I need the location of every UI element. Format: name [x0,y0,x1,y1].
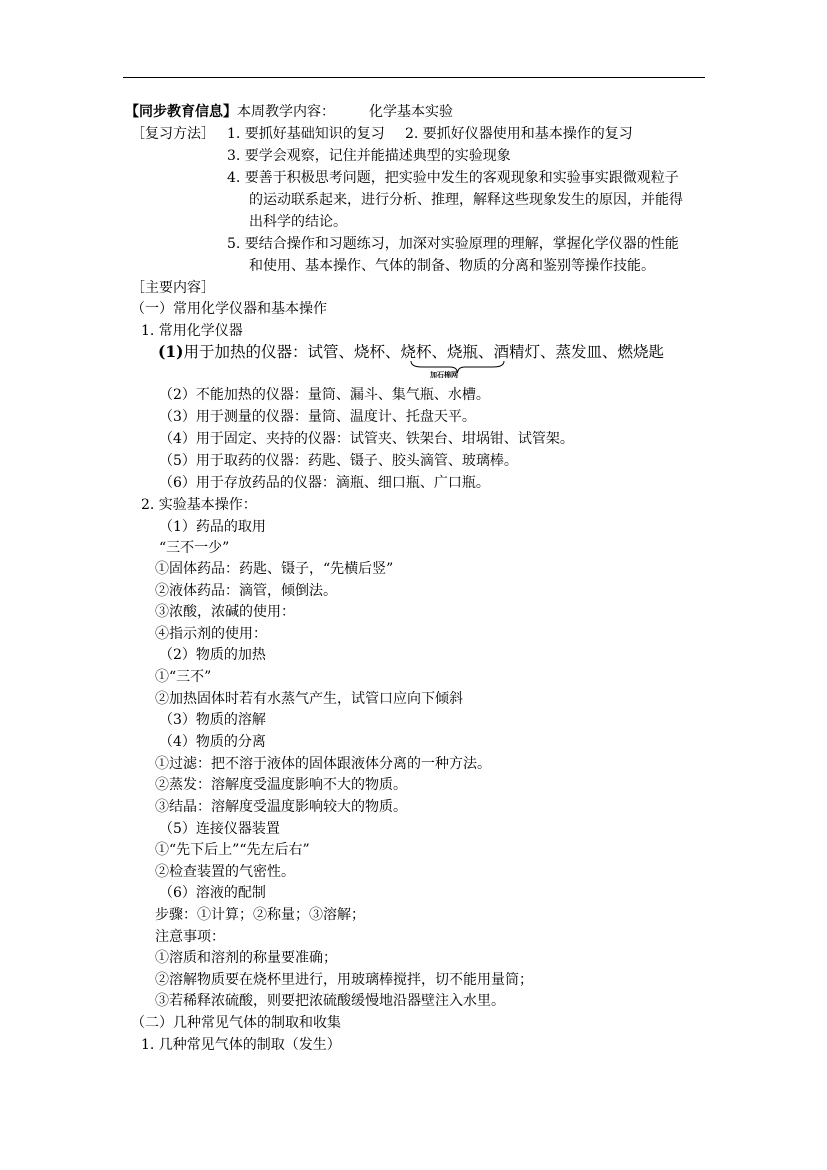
operation-2: （2）物质的加热 [159,647,266,663]
operation-6c: ①溶质和溶剂的称量要准确； [155,950,337,966]
review-method-5b: 和使用、基本操作、气体的制备、物质的分离和鉴别等操作技能。 [249,258,655,274]
heating-item-number: (1) [158,342,184,361]
subsection-1-2: 2. 实验基本操作： [141,497,257,513]
review-method-4a: 4. 要善于积极思考问题，把实验中发生的客观现象和实验事实跟微观粒子 [227,170,679,186]
operation-6d: ②溶解物质要在烧杯里进行，用玻璃棒搅拌，切不能用量筒； [155,972,533,988]
operation-4c: ③结晶：溶解度受温度影响较大的物质。 [155,799,407,815]
operation-6a: 步骤：①计算；②称量；③溶解； [155,907,365,923]
operation-1c: ②液体药品：滴管，倾倒法。 [155,583,337,599]
operation-1b: ①固体药品：药匙、镊子，“先横后竖” [155,561,394,577]
subsection-1-1: 1. 常用化学仪器 [141,323,243,339]
header-intro: 本周教学内容： [237,104,335,120]
operation-4a: ①过滤：把不溶于液体的固体跟液体分离的一种方法。 [155,756,491,772]
operation-1e: ④指示剂的使用： [155,626,267,642]
operation-2a: ①“三不” [155,669,212,685]
operation-2b: ②加热固体时若有水蒸气产生，试管口应向下倾斜 [155,691,463,707]
instrument-item-6: （6）用于存放药品的仪器：滴瓶、细口瓶、广口瓶。 [159,475,490,491]
subsection-2-1: 1. 几种常见气体的制取（发生） [141,1037,341,1053]
operation-4: （4）物质的分离 [159,734,266,750]
operation-6: （6）溶液的配制 [159,885,266,901]
review-method-1: 1. 要抓好基础知识的复习 [227,126,385,142]
section-1-heading: （一）常用化学仪器和基本操作 [131,301,327,317]
operation-4b: ②蒸发：溶解度受温度影响不大的物质。 [155,777,407,793]
operation-5a: ①“先下后上”“先左后右” [155,842,310,858]
review-method-3: 3. 要学会观察，记住并能描述典型的实验现象 [227,148,511,164]
instrument-item-5: （5）用于取药的仪器：药匙、镊子、胶头滴管、玻璃棒。 [159,453,518,469]
operation-3: （3）物质的溶解 [159,712,266,728]
brace-note-label: 加石棉网 [430,370,458,379]
operation-1a: “三不一少” [159,540,230,556]
instrument-item-4: （4）用于固定、夹持的仪器：试管夹、铁架台、坩埚钳、试管架。 [159,431,574,447]
header-rule [123,77,705,78]
operation-1: （1）药品的取用 [159,519,266,535]
operation-6e: ③若稀释浓硫酸，则要把浓硫酸缓慢地沿器壁注入水里。 [155,993,505,1009]
instrument-item-2: （2）不能加热的仪器：量筒、漏斗、集气瓶、水槽。 [159,387,490,403]
header-topic: 化学基本实验 [369,104,453,120]
operation-5: （5）连接仪器装置 [159,821,280,837]
main-label: ［主要内容］ [131,280,215,296]
header-tag: 【同步教育信息】 [125,104,237,120]
section-2-heading: （二）几种常见气体的制取和收集 [131,1015,341,1031]
instrument-item-3: （3）用于测量的仪器：量筒、温度计、托盘天平。 [159,409,476,425]
operation-5b: ②检查装置的气密性。 [155,864,295,880]
review-method-2: 2. 要抓好仪器使用和基本操作的复习 [405,126,633,142]
review-method-4c: 出科学的结论。 [249,214,347,230]
header-line [125,102,453,122]
operation-1d: ③浓酸，浓碱的使用： [155,604,295,620]
heating-item-text: 用于加热的仪器：试管、烧杯、烧杯、烧瓶、酒精灯、蒸发皿、燃烧匙 [183,343,664,361]
review-label: ［复习方法］ [131,126,215,142]
heating-instruments-line [158,342,664,362]
review-method-4b: 的运动联系起来，进行分析、推理，解释这些现象发生的原因，并能得 [249,192,683,208]
operation-6b: 注意事项： [155,929,225,945]
review-method-5a: 5. 要结合操作和习题练习，加深对实验原理的理解，掌握化学仪器的性能 [227,236,679,252]
